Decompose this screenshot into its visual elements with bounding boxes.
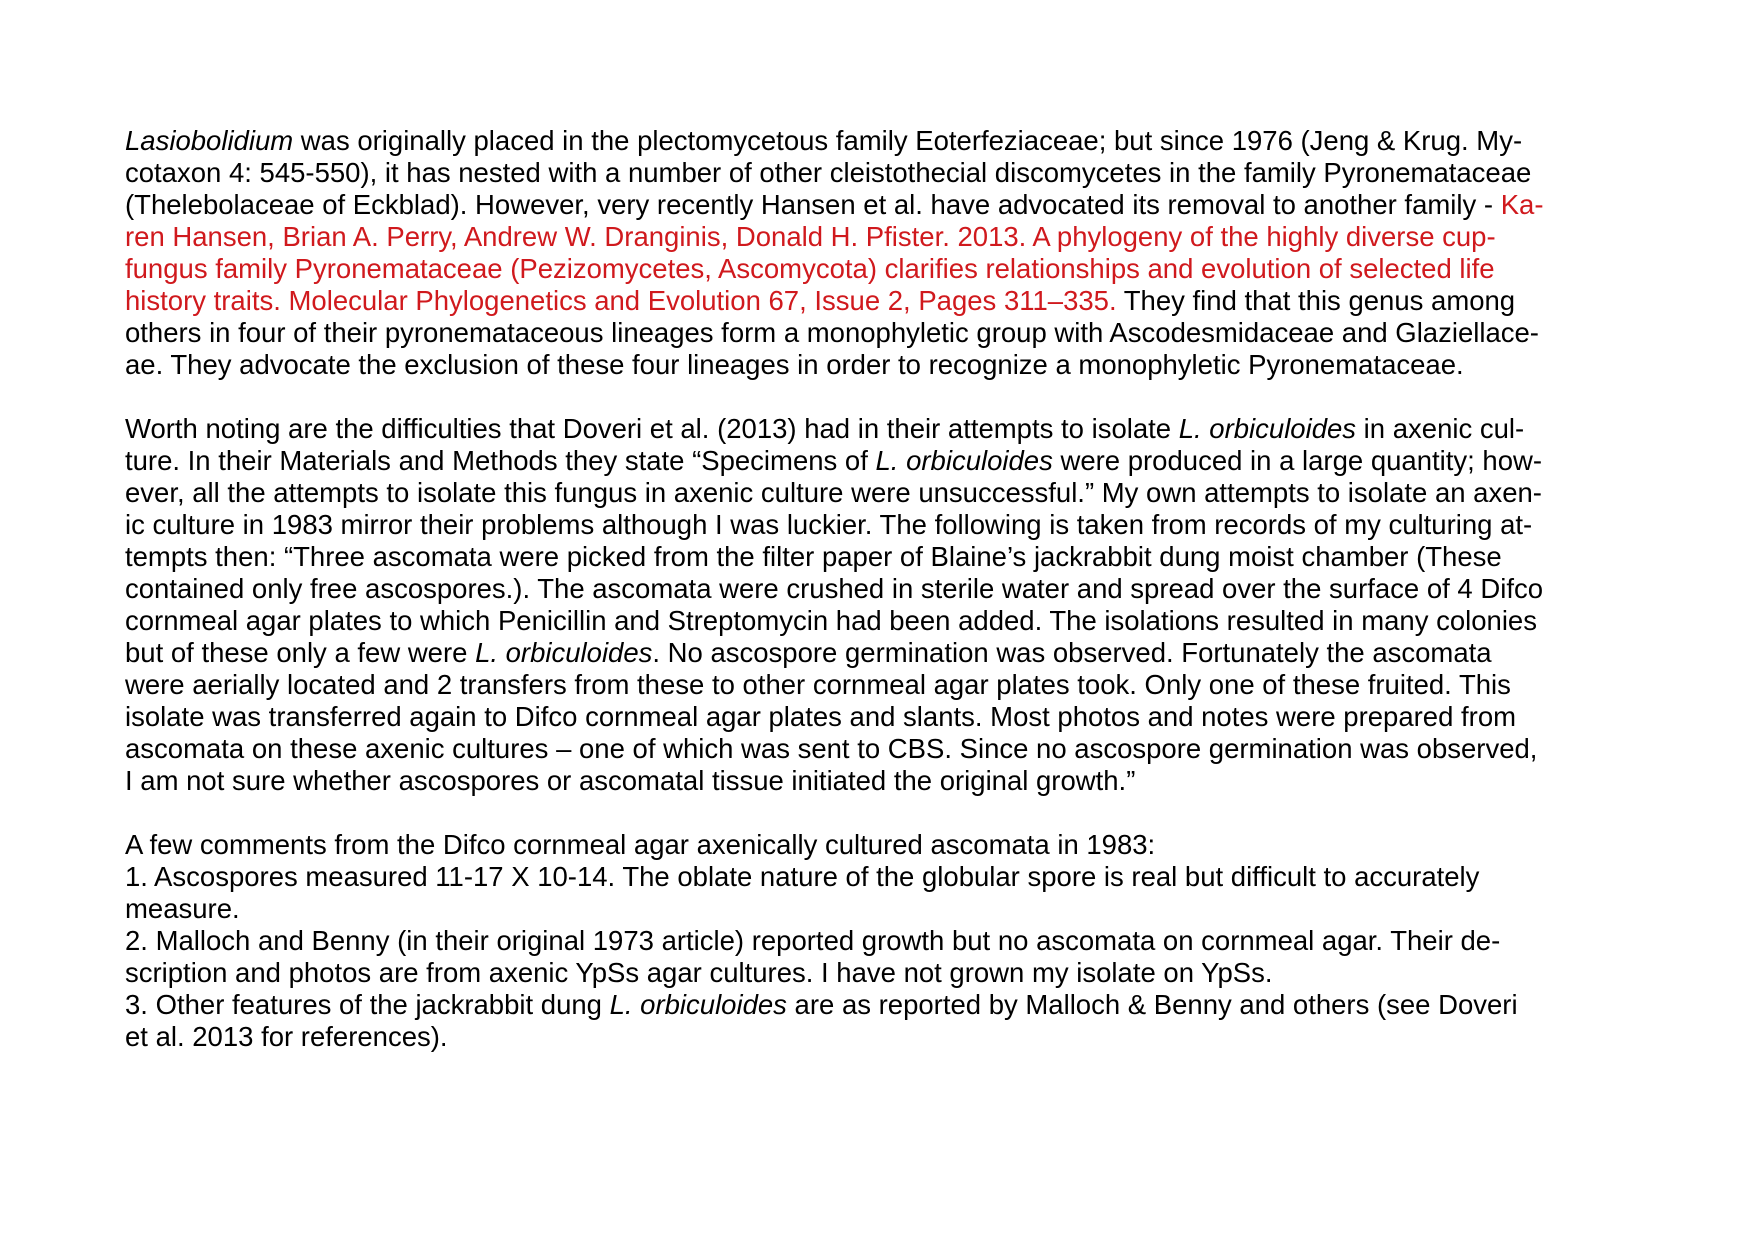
genus-name: Lasiobolidium bbox=[125, 125, 294, 156]
text-span: 3. Other features of the jackrabbit dung bbox=[125, 989, 610, 1020]
paragraph-gap bbox=[125, 797, 1645, 829]
text-span: in axenic cul- bbox=[1356, 413, 1525, 444]
text-line: I am not sure whether ascospores or ascomatal tissue initiated the original growth.” bbox=[125, 765, 1136, 796]
species-name: L. orbiculoides bbox=[609, 989, 787, 1020]
text-span: They find that this genus among bbox=[1116, 285, 1516, 316]
citation-line: fungus family Pyronemataceae (Pezizomycetes, Ascomycota) clarifies relationships and evolution of selected life bbox=[125, 253, 1495, 284]
text-line: tempts then: “Three ascomata were picked from the filter paper of Blaine’s jackrabbit dung moist chamber (These bbox=[125, 541, 1502, 572]
text-span: are as reported by Malloch & Benny and others (see Doveri bbox=[786, 989, 1518, 1020]
citation-line: ren Hansen, Brian A. Perry, Andrew W. Dranginis, Donald H. Pfister. 2013. A phylogeny of the highly diverse cup- bbox=[125, 221, 1496, 252]
text-line: others in four of their pyronemataceous lineages form a monophyletic group with Ascodesmidaceae and Glaziellace- bbox=[125, 317, 1539, 348]
citation-text: Ka- bbox=[1500, 189, 1544, 220]
text-line: ascomata on these axenic cultures – one of which was sent to CBS. Since no ascospore germination was observed, bbox=[125, 733, 1538, 764]
text-span: was originally placed in the plectomycetous family Eoterfeziaceae; but since 1976 (Jeng & Krug. My- bbox=[293, 125, 1523, 156]
text-line: et al. 2013 for references). bbox=[125, 1021, 448, 1052]
text-line bbox=[125, 285, 1645, 317]
text-line: cornmeal agar plates to which Penicillin and Streptomycin had been added. The isolations resulted in many colonies bbox=[125, 605, 1537, 636]
text-line: were aerially located and 2 transfers from these to other cornmeal agar plates took. Only one of these fruited. This bbox=[125, 669, 1511, 700]
citation-text: history traits. Molecular Phylogenetics and Evolution 67, Issue 2, Pages 311–335. bbox=[125, 285, 1117, 316]
list-item: 1. Ascospores measured 11-17 X 10-14. The oblate nature of the globular spore is real but difficult to accurately bbox=[125, 861, 1480, 892]
text-line: contained only free ascospores.). The ascomata were crushed in sterile water and spread over the surface of 4 Difco bbox=[125, 573, 1544, 604]
text-span: . No ascospore germination was observed. Fortunately the ascomata bbox=[652, 637, 1492, 668]
text-line bbox=[125, 189, 1645, 221]
text-line: ic culture in 1983 mirror their problems although I was luckier. The following is taken from records of my culturing at- bbox=[125, 509, 1533, 540]
text-span: were produced in a large quantity; how- bbox=[1052, 445, 1543, 476]
text-span: but of these only a few were bbox=[125, 637, 476, 668]
text-line bbox=[125, 637, 1645, 669]
text-span: ture. In their Materials and Methods they state “Specimens of bbox=[125, 445, 876, 476]
list-item: 2. Malloch and Benny (in their original 1973 article) reported growth but no ascomata on cornmeal agar. Their de- bbox=[125, 925, 1501, 956]
list-item bbox=[125, 989, 1645, 1021]
text-line: cotaxon 4: 545-550), it has nested with a number of other cleistothecial discomycetes in the family Pyronemataceae bbox=[125, 157, 1532, 188]
paragraph-taxonomy bbox=[125, 125, 1645, 381]
text-line: ae. They advocate the exclusion of these four lineages in order to recognize a monophyletic Pyronemataceae. bbox=[125, 349, 1464, 380]
text-span: Worth noting are the difficulties that Doveri et al. (2013) had in their attempts to isolate bbox=[125, 413, 1179, 444]
text-line bbox=[125, 413, 1645, 445]
text-line: measure. bbox=[125, 893, 240, 924]
text-line bbox=[125, 445, 1645, 477]
text-line: ever, all the attempts to isolate this fungus in axenic culture were unsuccessful.” My own attempts to isolate an axen- bbox=[125, 477, 1542, 508]
species-name: L. orbiculoides bbox=[475, 637, 653, 668]
species-name: L. orbiculoides bbox=[875, 445, 1053, 476]
text-line: isolate was transferred again to Difco cornmeal agar plates and slants. Most photos and notes were prepared from bbox=[125, 701, 1517, 732]
paragraph-comments bbox=[125, 829, 1645, 1053]
paragraph-culture bbox=[125, 413, 1645, 797]
text-line bbox=[125, 125, 1645, 157]
species-name: L. orbiculoides bbox=[1178, 413, 1357, 444]
text-line: A few comments from the Difco cornmeal agar axenically cultured ascomata in 1983: bbox=[125, 829, 1156, 860]
document-body bbox=[125, 125, 1645, 1053]
text-span: (Thelebolaceae of Eckblad). However, very recently Hansen et al. have advocated its removal to another family - bbox=[125, 189, 1501, 220]
text-line: scription and photos are from axenic YpSs agar cultures. I have not grown my isolate on YpSs. bbox=[125, 957, 1273, 988]
paragraph-gap bbox=[125, 381, 1645, 413]
